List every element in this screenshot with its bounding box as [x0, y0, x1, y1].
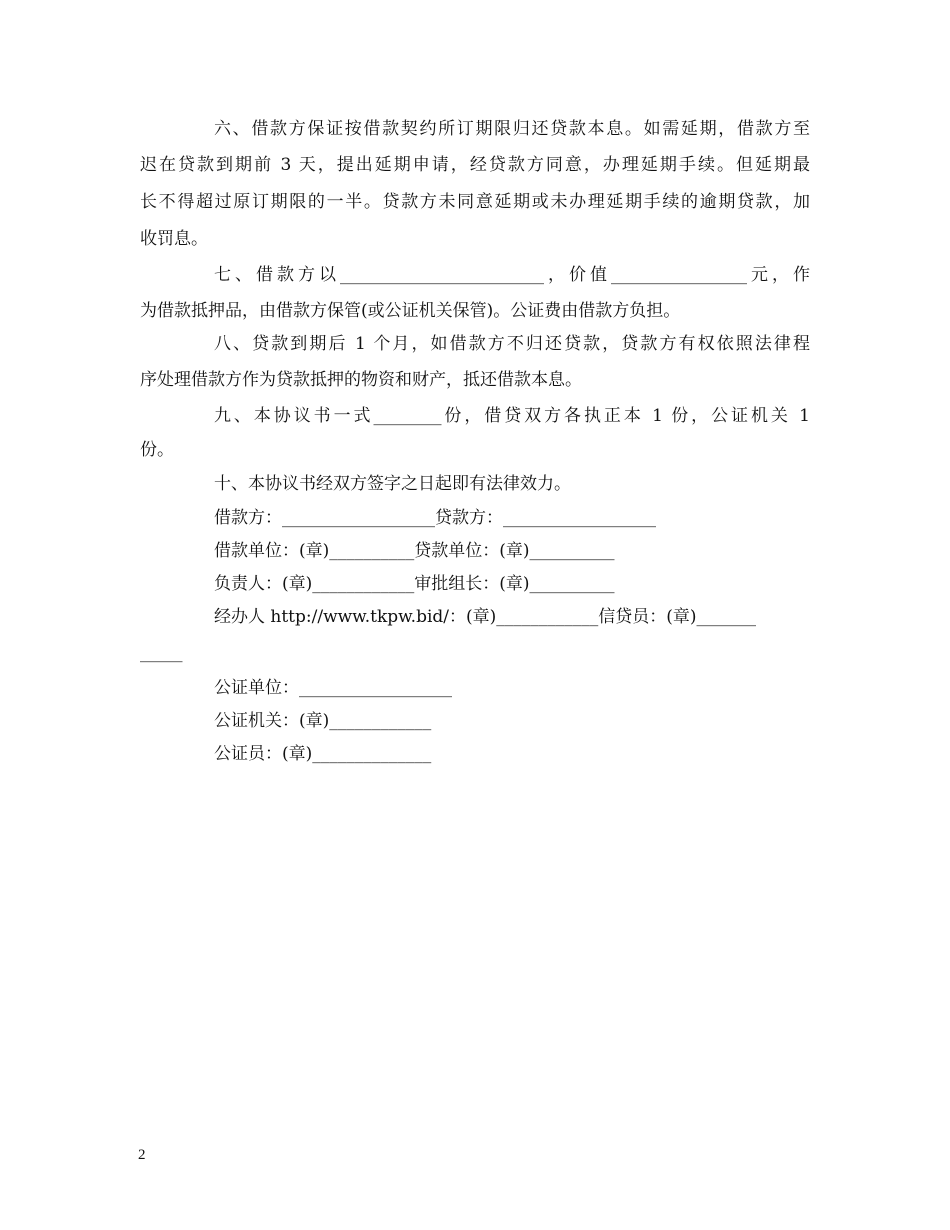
- signature-handler: 经办人 http://www.tkpw.bid/：(章)____________信贷员：(章)_______: [214, 607, 757, 627]
- clause-6-line-2: 迟在贷款到期前 3 天，提出延期申请，经贷款方同意，办理延期手续。但延期最: [140, 155, 810, 175]
- signature-borrower-unit: 借款单位：(章)__________贷款单位：(章)__________: [214, 541, 615, 561]
- signature-borrower-lender: 借款方：__________________贷款方：__________________: [214, 508, 656, 528]
- notary-office: 公证机关：(章)____________: [214, 711, 432, 731]
- page-number: 2: [138, 1147, 146, 1163]
- clause-6-line-3: 长不得超过原订期限的一半。贷款方未同意延期或未办理延期手续的逾期贷款，加: [140, 192, 810, 212]
- clause-9-line-2: 份。: [140, 440, 174, 460]
- notary-unit: 公证单位：__________________: [214, 678, 452, 698]
- clause-6-line-1: 六、借款方保证按借款契约所订期限归还贷款本息。如需延期，借款方至: [214, 119, 810, 139]
- clause-6-line-4: 收罚息。: [140, 229, 208, 249]
- signature-handler-continued: _____: [140, 643, 183, 663]
- clause-7-line-1: 七、借款方以________________________，价值________________元，作: [214, 265, 810, 285]
- clause-8-line-1: 八、贷款到期后 1 个月，如借款方不归还贷款，贷款方有权依照法律程: [214, 334, 810, 354]
- clause-9-line-1: 九、本协议书一式________份，借贷双方各执正本 1 份，公证机关 1: [214, 406, 810, 426]
- clause-10: 十、本协议书经双方签字之日起即有法律效力。: [214, 474, 571, 494]
- clause-7-line-2: 为借款抵押品，由借款方保管(或公证机关保管)。公证费由借款方负担。: [140, 301, 681, 321]
- clause-8-line-2: 序处理借款方作为贷款抵押的物资和财产，抵还借款本息。: [140, 370, 582, 390]
- signature-responsible-person: 负责人：(章)____________审批组长：(章)__________: [214, 574, 615, 594]
- notary-officer: 公证员：(章)______________: [214, 744, 432, 764]
